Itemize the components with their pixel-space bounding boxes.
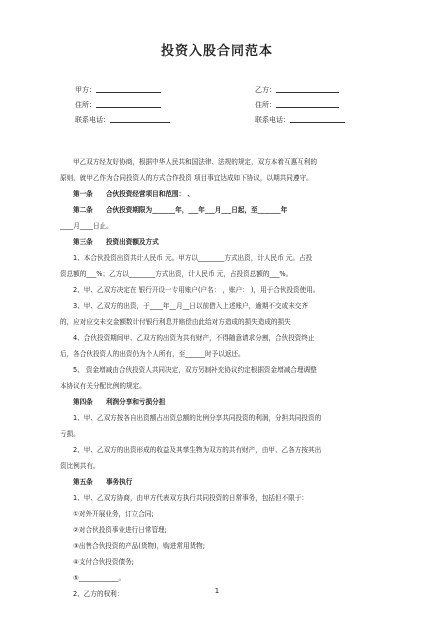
contract-body (60, 154, 372, 602)
contract-line: 1、甲、乙双方协商，由甲方代表双方执行共同投资的日常事务，包括但不限于： (73, 494, 308, 502)
contract-line: 第三条 投资出资额及方式 (73, 238, 159, 246)
contract-line: 第四条 利润分享和亏损分担 (73, 398, 166, 406)
page-title: 投资入股合同范本 (160, 44, 273, 59)
party-a-label: 甲方： (75, 86, 96, 94)
page-number: 1 (214, 587, 220, 595)
party-a-address-blank (96, 100, 161, 108)
contract-line: 第一条 合伙投资经营项目和范围： 、 (73, 190, 194, 198)
contract-line: ____月____日止。 (60, 222, 113, 230)
contract-line: 2、甲、乙双方的出资形成的收益及其孳生物为双方的共有财产，由甲、乙各方按其出 (73, 446, 322, 454)
contract-line: 资比例共有。 (60, 462, 100, 470)
contract-line: 亏损。 (60, 430, 80, 438)
contract-line: ②对合伙投资事业进行日常管理; (73, 526, 167, 534)
party-b-address-label: 住所： (255, 101, 276, 109)
contract-line: 5、 资金增减由合伙投资人共同决定，双方另制补充协议约定根据资金增减合理调整 (73, 366, 317, 374)
contract-line: 第五条 事务执行 (73, 478, 133, 486)
party-b-address-blank (276, 100, 339, 108)
contract-line: ④支付合伙投资债务; (73, 558, 134, 566)
party-b-address-field (255, 100, 339, 110)
contract-line: 后，各合伙投资人的出资仍为个人所有，至______时予以返还。 (60, 350, 245, 358)
party-b-label: 乙方： (255, 86, 276, 94)
contract-line: ⑤____________。 (73, 574, 126, 582)
contract-line: 甲乙双方经友好协商，根据中华人民共和国法律、法规的规定，双方本着互惠互利的 (73, 158, 317, 166)
party-b-field (255, 85, 339, 95)
contract-line: 2、甲、乙双方决定在 银行开设一专用账户(户名： ，账户： )，用于合伙投资使用。 (73, 286, 320, 294)
party-b-blank (276, 85, 339, 93)
party-a-address-label: 住所： (75, 101, 96, 109)
party-a-address-field (75, 100, 161, 110)
contract-line: 资总额的___%；乙方以________方式出资，计人民币 元，占投资总额的___%。 (60, 270, 293, 278)
party-a-blank (96, 85, 161, 93)
contract-line: ①对外开展业务，订立合同; (73, 510, 154, 518)
party-a-phone-blank (110, 115, 170, 123)
party-a-field (75, 85, 161, 95)
contract-line: 3、甲、乙双方的出资，于____年__月__日以前借入上述账户，逾期不交或未交齐 (73, 302, 308, 310)
contract-line: 1、甲、乙双方按各自出资额占出资总额的比例分享共同投资的利润，分担共同投资的 (73, 414, 322, 422)
contract-line: 4、合伙投资期间甲、乙双方的出资为共有财产，不得随意请求分割，合伙投资终止 (73, 334, 315, 342)
contract-line: 本协议有关分配比例的规定。 (60, 382, 146, 390)
contract-line: ③出售合伙投资的产品(货物)，购进常用货物; (73, 542, 205, 550)
party-b-phone-label: 联系电话： (255, 116, 290, 124)
contract-line: 第二条 合伙投资期限为_______年，___年___月___日起，至_______年 (73, 206, 288, 214)
party-b-phone-blank (290, 115, 345, 123)
party-b-phone-field (255, 115, 345, 125)
party-a-phone-field (75, 115, 170, 125)
contract-line: 原则，就甲乙作为合同投资人的方式合作投资 项目事宜达成如下协议，以期共同遵守。 (60, 174, 313, 182)
contract-line: 的，应对应交未交金额数计付银行利息并赔偿由此给对方造成的损失造成的损失 (60, 318, 291, 326)
contract-line: 1、本合伙投资出资共计人民币 元。甲方以________方式出资，计人民币 元。占投 (73, 254, 313, 262)
party-a-phone-label: 联系电话： (75, 116, 110, 124)
contract-line: 2、乙方的权利： (73, 590, 124, 598)
